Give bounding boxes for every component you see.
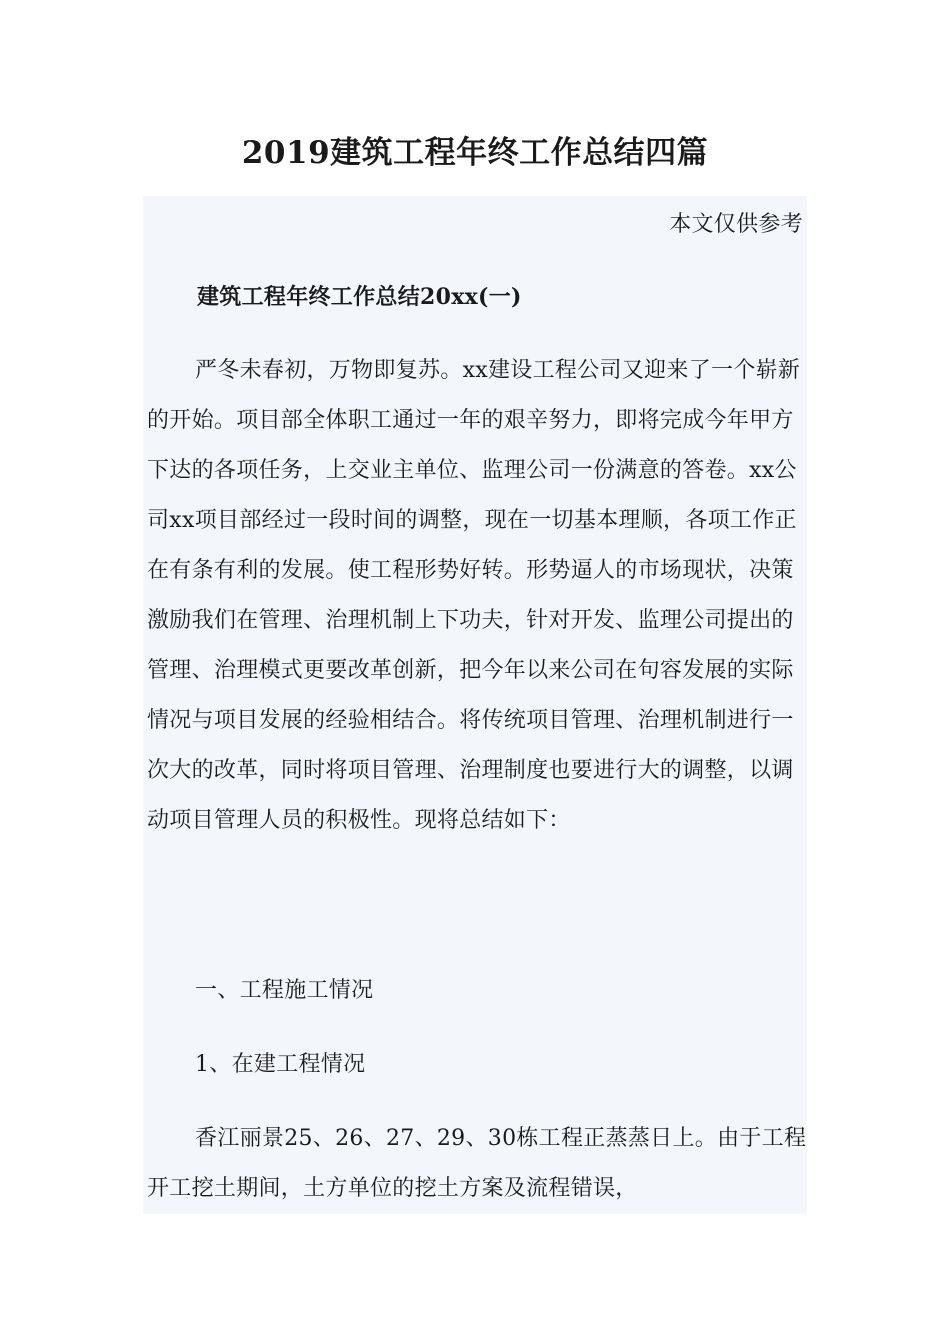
body-paragraph-intro: 严冬未春初，万物即复苏。xx建设工程公司又迎来了一个崭新的开始。项目部全体职工通过一年的艰辛努力，即将完成今年甲方下达的各项任务，上交业主单位、监理公司一份满意的答卷。xx公司xx项目部经过一段时间的调整，现在一切基本理顺，各项工作正在有条有利的发展。使工程形势好转。形势逼人的市场现状，决策激励我们在管理、治理机制上下功夫，针对开发、监理公司提出的管理、治理模式更要改革创新，把今年以来公司在句容发展的实际情况与项目发展的经验相结合。将传统项目管理、治理机制进行一次大的改革，同时将项目管理、治理制度也要进行大的调整，以调动项目管理人员的积极性。现将总结如下： — [147, 358, 801, 833]
page-title: 2019建筑工程年终工作总结四篇 — [241, 135, 709, 171]
body-paragraph-projects: 香江丽景25、26、27、29、30栋工程正蒸蒸日上。由于工程开工挖土期间，土方单位的挖土方案及流程错误， — [147, 1126, 807, 1201]
section-heading: 建筑工程年终工作总结20xx(一) — [197, 284, 522, 310]
subheading-construction-status: 一、工程施工情况 — [195, 978, 374, 1003]
content-panel — [143, 196, 807, 1214]
reference-note: 本文仅供参考 — [669, 212, 803, 237]
subheading-projects-under-construction: 1、在建工程情况 — [195, 1052, 366, 1077]
